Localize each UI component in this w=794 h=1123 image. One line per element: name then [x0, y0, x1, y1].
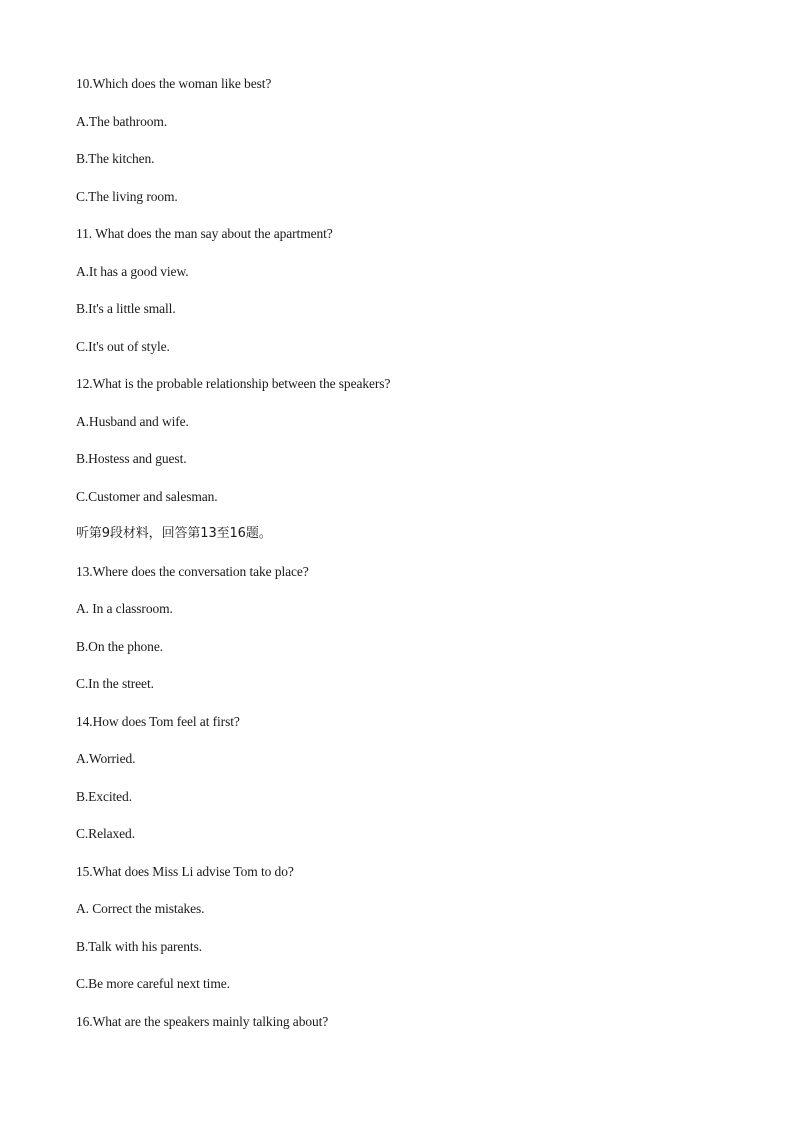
option-10-a: A.The bathroom. [76, 113, 168, 129]
question-16: 16.What are the speakers mainly talking about? [76, 1013, 329, 1029]
option-12-b: B.Hostess and guest. [76, 451, 187, 466]
option-11-c: C.It's out of style. [76, 338, 170, 354]
option-12-a: A.Husband and wife. [76, 413, 189, 429]
option-14-b: B.Excited. [76, 788, 132, 804]
option-13-a: A. In a classroom. [76, 601, 173, 616]
question-15: 15.What does Miss Li advise Tom to do? [76, 863, 294, 879]
question-11: 11. What does the man say about the apartment? [76, 226, 333, 241]
question-14: 14.How does Tom feel at first? [76, 713, 240, 729]
option-11-b: B.It's a little small. [76, 301, 176, 316]
question-10: 10.Which does the woman like best? [76, 76, 272, 91]
option-10-c: C.The living room. [76, 188, 178, 204]
option-15-b: B.Talk with his parents. [76, 938, 203, 954]
section-instruction: 听第9段材料，回答第13至16题。 [76, 526, 272, 541]
option-15-a: A. Correct the mistakes. [76, 901, 205, 916]
option-12-c: C.Customer and salesman. [76, 488, 218, 504]
option-15-c: C.Be more careful next time. [76, 976, 230, 991]
option-14-a: A.Worried. [76, 751, 136, 766]
question-12: 12.What is the probable relationship between the speakers? [76, 376, 391, 391]
document-page [76, 73, 736, 1048]
option-11-a: A.It has a good view. [76, 263, 189, 279]
option-13-c: C.In the street. [76, 676, 154, 691]
option-13-b: B.On the phone. [76, 638, 163, 654]
question-13: 13.Where does the conversation take place? [76, 563, 309, 579]
option-10-b: B.The kitchen. [76, 151, 155, 166]
option-14-c: C.Relaxed. [76, 826, 135, 841]
